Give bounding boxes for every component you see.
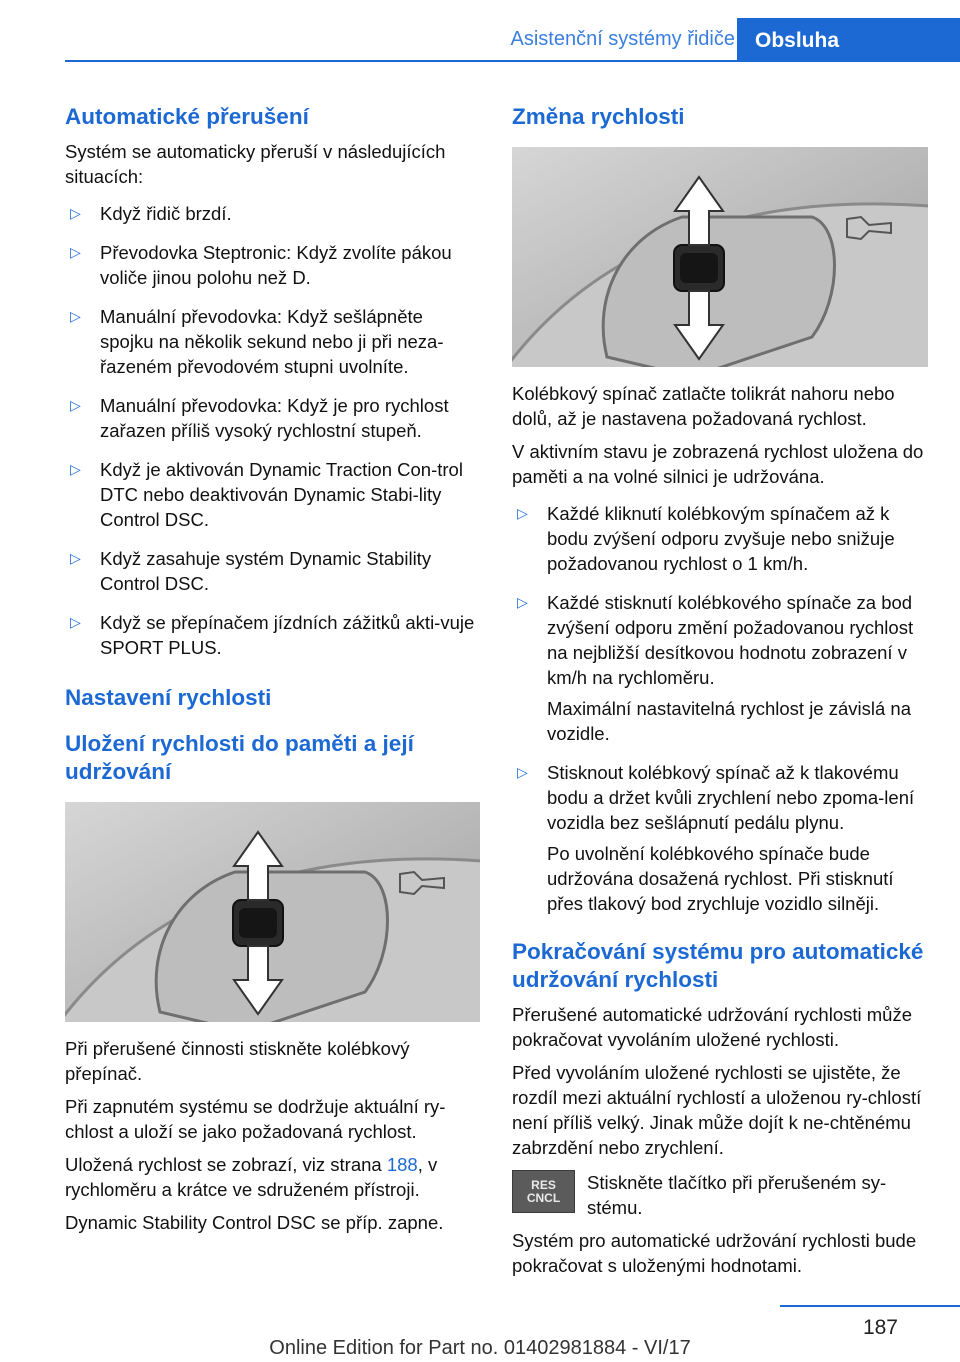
- resume-heading: Pokračování systému pro automatické udržování rychlosti: [512, 939, 924, 992]
- speed-setting-heading: Nastavení rychlosti: [65, 685, 272, 710]
- res-cncl-button-icon: RES CNCL: [512, 1170, 575, 1213]
- footer-edition: Online Edition for Part no. 01402981884 - VI/17: [269, 1337, 691, 1359]
- store-speed-text-4: Dynamic Stability Control DSC se příp. zapne.: [65, 1212, 444, 1233]
- change-speed-heading: Změna rychlosti: [512, 104, 685, 129]
- list-item: ▷ Převodovka Steptronic: Když zvolíte pákou voliče jinou polohu než D.: [70, 242, 452, 288]
- list-item: ▷ Když řidič brzdí.: [70, 203, 232, 224]
- resume-text-1: Přerušené automatické udržování rychlosti může pokračovat vyvoláním uložené rychlosti.: [512, 1004, 912, 1050]
- list-item: ▷ Každé kliknutí kolébkovým spínačem až k bodu zvýšení odporu zvyšuje nebo snižuje požadovanou rychlost o 1 km/h.: [517, 503, 895, 574]
- auto-interrupt-heading: Automatické přerušení: [65, 104, 309, 129]
- list-item-note: Po uvolnění kolébkového spínače bude udržována dosažená rychlost. Při stisknutí přes tlakový bod zrychluje vozidlo silněji.: [547, 843, 894, 914]
- triangle-bullet-icon: ▷: [70, 205, 81, 221]
- store-speed-text-3: Uložená rychlost se zobrazí, viz strana 188, v rychloměru a krátce ve sdruženém přístroji.: [65, 1154, 438, 1200]
- list-item: ▷ Manuální převodovka: Když je pro rychlost zařazen příliš vysoký rychlostní stupeň.: [70, 395, 449, 441]
- change-speed-text-1: Kolébkový spínač zatlačte tolikrát nahoru nebo dolů, až je nastavena požadovaná rychlost.: [512, 383, 895, 429]
- store-speed-heading: Uložení rychlosti do paměti a její udržování: [65, 731, 414, 784]
- steering-wheel-rocker-switch-figure: [65, 802, 480, 1022]
- header-chapter-tab: Obsluha: [737, 18, 960, 62]
- list-item: ▷ Když zasahuje systém Dynamic Stability Control DSC.: [70, 548, 432, 594]
- header-section-title: Asistenční systémy řidiče: [510, 28, 735, 50]
- list-item: ▷ Když se přepínačem jízdních zážitků akti-vuje SPORT PLUS.: [70, 612, 475, 658]
- res-cncl-instruction-text: Stiskněte tlačítko při přerušeném sy-stému.: [587, 1172, 887, 1218]
- page-reference-link[interactable]: 188: [386, 1154, 418, 1175]
- triangle-bullet-icon: ▷: [70, 550, 81, 566]
- triangle-bullet-icon: ▷: [70, 397, 81, 413]
- res-cncl-instruction: [512, 1170, 928, 1220]
- triangle-bullet-icon: ▷: [517, 594, 528, 610]
- auto-interrupt-intro: Systém se automaticky přeruší v následujících situacích:: [65, 141, 446, 187]
- list-item: ▷ Manuální převodovka: Když sešlápněte spojku na několik sekund nebo ji při neza-řazeném převodovém stupni uvolníte.: [70, 306, 444, 377]
- header-rule: [65, 60, 960, 62]
- triangle-bullet-icon: ▷: [70, 461, 81, 477]
- change-speed-list: [512, 501, 928, 916]
- store-speed-text-2: Při zapnutém systému se dodržuje aktuální ry-chlost a uloží se jako požadovaná rychlost.: [65, 1096, 446, 1142]
- list-item: ▷ Stisknout kolébkový spínač až k tlakovému bodu a držet kvůli zrychlení nebo zpoma-lení vozidla bez sešlápnutí pedálu plynu. Po uvolnění kolébkového spínače bude udržována dosažená rychlost. Při stisknutí přes tlakový bod zrychluje vozidlo silněji.: [512, 760, 928, 916]
- list-item: ▷ Když je aktivován Dynamic Traction Con-trol DTC nebo deaktivován Dynamic Stabi-lity Control DSC.: [70, 459, 463, 530]
- triangle-bullet-icon: ▷: [517, 505, 528, 521]
- rocker-switch-illustration-2: [512, 147, 928, 367]
- list-item-note: Maximální nastavitelná rychlost je závislá na vozidle.: [547, 698, 911, 744]
- steering-wheel-rocker-switch-figure-2: [512, 147, 928, 367]
- resume-text-2: Před vyvoláním uložené rychlosti se ujistěte, že rozdíl mezi aktuální rychlostí a uloženou ry-chlostí není příliš velký. Jinak může dojít k ne-chtěnému zabrzdění nebo zrychlení.: [512, 1062, 922, 1158]
- triangle-bullet-icon: ▷: [70, 614, 81, 630]
- list-item: ▷ Každé stisknutí kolébkového spínače za bod zvýšení odporu změní požadovanou rychlost na nejbližší desítkovou hodnotu zobrazení v km/h na rychloměru. Maximální nastavitelná rychlost je závislá na vozidle.: [512, 590, 928, 746]
- auto-interrupt-list: [65, 201, 480, 660]
- resume-text-3: Systém pro automatické udržování rychlosti bude pokračovat s uloženými hodnotami.: [512, 1230, 917, 1276]
- page-number: 187: [862, 1316, 898, 1339]
- triangle-bullet-icon: ▷: [70, 244, 81, 260]
- triangle-bullet-icon: ▷: [517, 764, 528, 780]
- footer-rule: [780, 1305, 960, 1307]
- right-column: [512, 100, 928, 1278]
- change-speed-text-2: V aktivním stavu je zobrazená rychlost uložena do paměti a na volné silnici je udržována.: [512, 441, 924, 487]
- rocker-switch-illustration: [65, 802, 480, 1022]
- triangle-bullet-icon: ▷: [70, 308, 81, 324]
- left-column: [65, 100, 480, 1235]
- store-speed-text-1: Při přerušené činnosti stiskněte kolébkový přepínač.: [65, 1038, 410, 1084]
